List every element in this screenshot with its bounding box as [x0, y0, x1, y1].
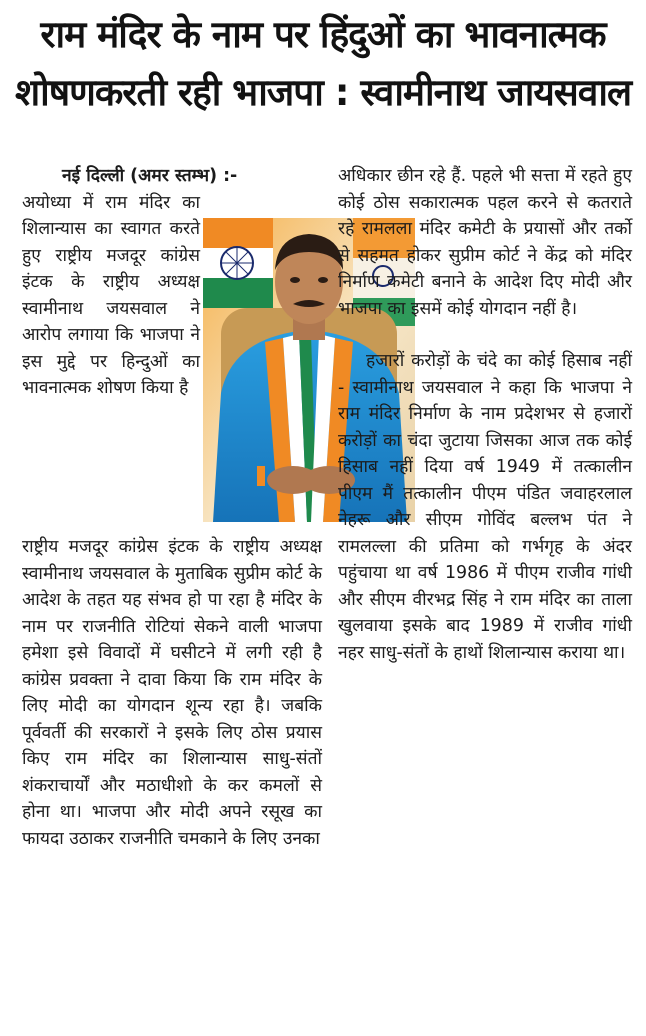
paragraph-intro: अयोध्या में राम मंदिर का शिलान्यास का स्वागत करते हुए राष्ट्रीय मजदूर कांग्रेस इंटक के राष्ट्रीय अध्यक्ष स्वामीनाथ जयसवाल ने आरोप लगाया कि भाजपा ने इस मुद्दे पर हिन्दुओं का भावनात्मक शोषण किया है [22, 192, 200, 398]
headline [0, 6, 646, 122]
dateline: नई दिल्ली (अमर स्तम्भ) :- [62, 166, 238, 186]
paragraph-donations: हजारों करोड़ों के चंदे का कोई हिसाब नहीं - स्वामीनाथ जयसवाल ने कहा कि भाजपा ने राम मंदिर निर्माण के नाम प्रदेशभर से हजारों करोड़ों का चंदा जुटाया जिसका आज तक कोई हिसाब नहीं दिया वर्ष 1949 में तत्कालीन पीएम मैं तत्कालीन पीएम पंडित जवाहरलाल नेहरू और सीएम गोविंद बल्लभ पंत ने रामलल्ला की प्रतिमा को गर्भगृह के अंदर पहुंचाया था वर्ष 1986 में पीएम राजीव गांधी और सीएम वीरभद्र सिंह ने राम मंदिर का ताला खुलवाया इसके बाद 1989 में राजीव गांधी नहर साधु-संतों के हाथों शिलान्यास कराया था। [338, 351, 632, 663]
headline-line-2: शोषणकरती रही भाजपा : स्वामीनाथ जायसवाल [14, 71, 632, 114]
article-column-left-bottom [22, 534, 322, 852]
paragraph-body: राष्ट्रीय मजदूर कांग्रेस इंटक के राष्ट्रीय अध्यक्ष स्वामीनाथ जयसवाल के मुताबिक सुप्रीम कोर्ट के आदेश के तहत यह संभव हो पा रहा है मंदिर के नाम पर राजनीति रोटियां सेकने वाली भाजपा हमेशा इसे विवादों में घसीटने में लगी रही है कांग्रेस प्रवक्ता ने दावा किया कि राम मंदिर के लिए मोदी का योगदान शून्य रहा है। जबकि पूर्ववर्ती की सरकारों ने इसके लिए ठोस प्रयास किए राम मंदिर का शिलान्यास साधु-संतों शंकराचार्यों और मठाधीशो के कर कमलों से होना था। भाजपा और मोदी अपने रसूख का फायदा उठाकर राजनीति चमकाने के लिए उनका [22, 537, 322, 849]
article-column-left-top [22, 163, 238, 402]
article-column-right [338, 163, 632, 666]
headline-line-1: राम मंदिर के नाम पर हिंदुओं का भावनात्मक [40, 13, 606, 56]
ashoka-chakra-icon [221, 247, 253, 279]
paragraph-continued: अधिकार छीन रहे हैं. पहले भी सत्ता में रहते हुए कोई ठोस सकारात्मक पहल करने से कतराते रहे रामलला मंदिर कमेटी के प्रयासों और तर्को से सहमत होकर सुप्रीम कोर्ट ने केंद्र को मंदिर निर्माण कमेटी बनाने के आदेश दिए मोदी और भाजपा का इसमें कोई योगदान नहीं है। [338, 166, 632, 319]
